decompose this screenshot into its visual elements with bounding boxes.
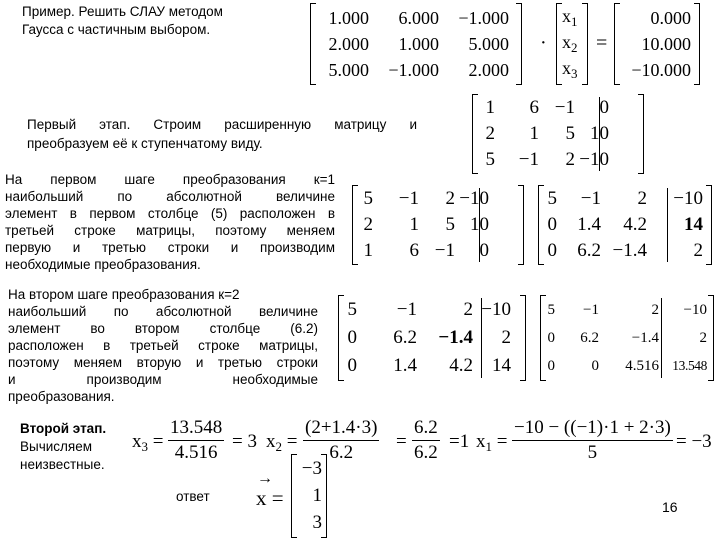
b-1: 0.000 (650, 8, 691, 28)
answer-vector-arrow: → (257, 470, 273, 487)
r2-cell: −1.4 (631, 330, 659, 346)
a-13: −1.000 (458, 8, 509, 28)
step2-line: и производим необходимые (8, 372, 318, 387)
aug-cell: 2 (485, 123, 495, 144)
aug-cell: −1 (518, 149, 539, 170)
x1-result: = −3 (676, 431, 712, 452)
r1-cell: 0 (547, 240, 557, 261)
step2-line: поэтому меняем вторую и третью строки (8, 355, 318, 370)
answer-value: 3 (312, 512, 322, 533)
s2-cell: −1.4 (438, 327, 473, 348)
r2-cell: 13.548 (672, 358, 707, 373)
r1-cell: 6.2 (577, 240, 601, 261)
r2-cell: −10 (683, 302, 707, 318)
s2-cell: 4.2 (449, 355, 473, 376)
r2-cell: 6.2 (580, 330, 599, 346)
s1-cell: 5 (363, 188, 373, 209)
r1-cell: 2 (693, 240, 703, 261)
x1-denominator: 5 (587, 442, 598, 463)
x3-formula-lhs: $x_3$ = (132, 431, 164, 454)
r1-cell: 0 (547, 214, 557, 235)
s1-cell: 5 (445, 214, 455, 235)
x3-denominator: 4.516 (174, 442, 218, 463)
x2-equals: = (396, 431, 407, 452)
step1-line: наибольший по абсолютной величине (5, 189, 335, 204)
r1-cell: 4.2 (623, 214, 647, 235)
r2-cell: 0 (547, 358, 555, 374)
x2-label: $x_2$ (562, 32, 578, 55)
rhs-vector (614, 4, 700, 84)
system-equals: = (596, 32, 608, 54)
r1-cell: 5 (547, 188, 557, 209)
step2-line: На втором шаге преобразования к=2 (8, 287, 240, 302)
x1-numerator: −10 − ((−1)·1 + 2·3) (512, 417, 673, 441)
a-11: 1.000 (328, 8, 369, 28)
stage2-line-2: Вычисляем (20, 439, 93, 454)
a-22: 1.000 (398, 34, 439, 54)
intro-line-2: Гаусса с частичным выбором. (22, 22, 211, 37)
s2-cell: −10 (481, 299, 511, 320)
s2-cell: 0 (347, 327, 357, 348)
s1-cell: −1 (434, 240, 455, 261)
x2-numerator-2: 6.2 (412, 417, 440, 441)
aug-cell: 5 (565, 123, 575, 144)
s1-cell: 0 (479, 240, 489, 261)
s2-cell: 2 (501, 327, 511, 348)
a-33: 2.000 (468, 60, 509, 80)
step1-line: третьей строке матрицы, поэтому меняем (5, 223, 335, 238)
s2-cell: 6.2 (393, 327, 417, 348)
s2-cell: 0 (347, 355, 357, 376)
step1-line: элемент в первом столбце (5) расположен в (5, 206, 335, 221)
step1-line: первую и третью строки и производим (5, 240, 335, 255)
x2-denominator-1: 6.2 (329, 442, 354, 463)
step2-line: расположен в третьей строке матрицы, (8, 338, 318, 353)
s2-cell: 1.4 (393, 355, 417, 376)
aug-cell: 2 (565, 149, 575, 170)
intro-text (22, 3, 292, 39)
stage2-line-3: неизвестные. (20, 457, 105, 472)
a-31: 5.000 (328, 60, 369, 80)
answer-label: ответ (176, 489, 210, 504)
system-matrix (310, 4, 522, 84)
r2-cell: −1 (583, 302, 599, 318)
aug-cell: 1 (529, 123, 539, 144)
answer-vector (291, 455, 327, 537)
s1-cell: 2 (363, 214, 373, 235)
step1-swapped-matrix (352, 186, 524, 264)
aug-cell: 5 (485, 149, 495, 170)
stage2-text (20, 420, 106, 474)
step2-line: преобразования. (8, 389, 115, 404)
r2-cell: 2 (651, 302, 659, 318)
step2-swapped-matrix (338, 296, 526, 380)
a-32: −1.000 (388, 60, 439, 80)
x2-formula-lhs: $x_2$ = (266, 431, 298, 454)
aug-cell: −1 (554, 97, 575, 118)
a-12: 6.000 (398, 8, 439, 28)
page-number: 16 (662, 499, 678, 515)
x3-fraction (168, 417, 224, 464)
r1-cell: 1.4 (577, 214, 601, 235)
stage2-title: Второй этап. (20, 421, 107, 436)
stage1-line-1: Первый этап. Строим расширенную матрицу и (27, 117, 417, 132)
answer-value: 1 (312, 485, 322, 506)
x2-denominator-2: 6.2 (414, 442, 438, 463)
x3-numerator: 13.548 (168, 417, 224, 441)
step2-line: наибольший по абсолютной величине (8, 304, 318, 319)
answer-value: −3 (301, 458, 322, 479)
aug-cell: 0 (599, 97, 609, 118)
step1-result-matrix (538, 186, 712, 264)
x1-formula-lhs: $x_1$ = (476, 431, 508, 454)
r1-cell: −1.4 (612, 240, 647, 261)
r1-cell: 2 (637, 188, 647, 209)
step1-line: необходимые преобразования. (5, 257, 201, 272)
x2-result: =1 (449, 431, 470, 452)
a-23: 5.000 (468, 34, 509, 54)
stage1-text (27, 115, 417, 153)
step1-text (5, 171, 335, 273)
s1-cell: −1 (398, 188, 419, 209)
step2-result-matrix (540, 296, 714, 380)
s1-cell: 10 (470, 214, 489, 235)
s2-cell: 14 (492, 355, 511, 376)
s2-cell: 2 (463, 299, 473, 320)
r2-cell: 0 (547, 330, 555, 346)
a-21: 2.000 (328, 34, 369, 54)
unknown-vector (556, 4, 588, 84)
x3-result: = 3 (232, 431, 257, 452)
s1-cell: 6 (409, 240, 419, 261)
r1-cell: 14 (684, 214, 703, 235)
x1-label: $x_1$ (562, 6, 578, 29)
r1-cell: −10 (673, 188, 703, 209)
step1-line: На первом шаге преобразования к=1 (5, 172, 335, 187)
s1-cell: 1 (363, 240, 373, 261)
answer-vector-symbol: x = (256, 486, 284, 510)
stage1-line-2: преобразуем её к ступенчатому виду. (27, 136, 263, 151)
s1-cell: −10 (459, 188, 489, 209)
r2-cell: 5 (547, 302, 555, 318)
b-2: 10.000 (641, 34, 691, 54)
aug-cell: 6 (529, 97, 539, 118)
aug-cell: 10 (590, 123, 609, 144)
r2-cell: 4.516 (625, 358, 659, 374)
step2-text (8, 286, 318, 405)
x2-fraction-2 (412, 417, 440, 464)
s1-cell: 2 (445, 188, 455, 209)
x1-fraction (512, 417, 673, 464)
augmented-matrix (472, 95, 644, 173)
s2-cell: 5 (347, 299, 357, 320)
intro-line-1: Пример. Решить СЛАУ методом (22, 4, 223, 19)
b-3: −10.000 (631, 60, 691, 80)
aug-cell: 1 (485, 97, 495, 118)
x3-label: $x_3$ (562, 58, 578, 81)
step2-line: элемент во втором столбце (6.2) (8, 321, 318, 336)
r2-cell: 0 (591, 358, 599, 374)
x2-numerator-1: (2+1.4·3) (303, 417, 379, 441)
aug-cell: −10 (579, 149, 609, 170)
r1-cell: −1 (580, 188, 601, 209)
multiply-dot: · (540, 32, 547, 54)
s2-cell: −1 (396, 299, 417, 320)
r2-cell: 2 (699, 330, 707, 346)
s1-cell: 1 (409, 214, 419, 235)
